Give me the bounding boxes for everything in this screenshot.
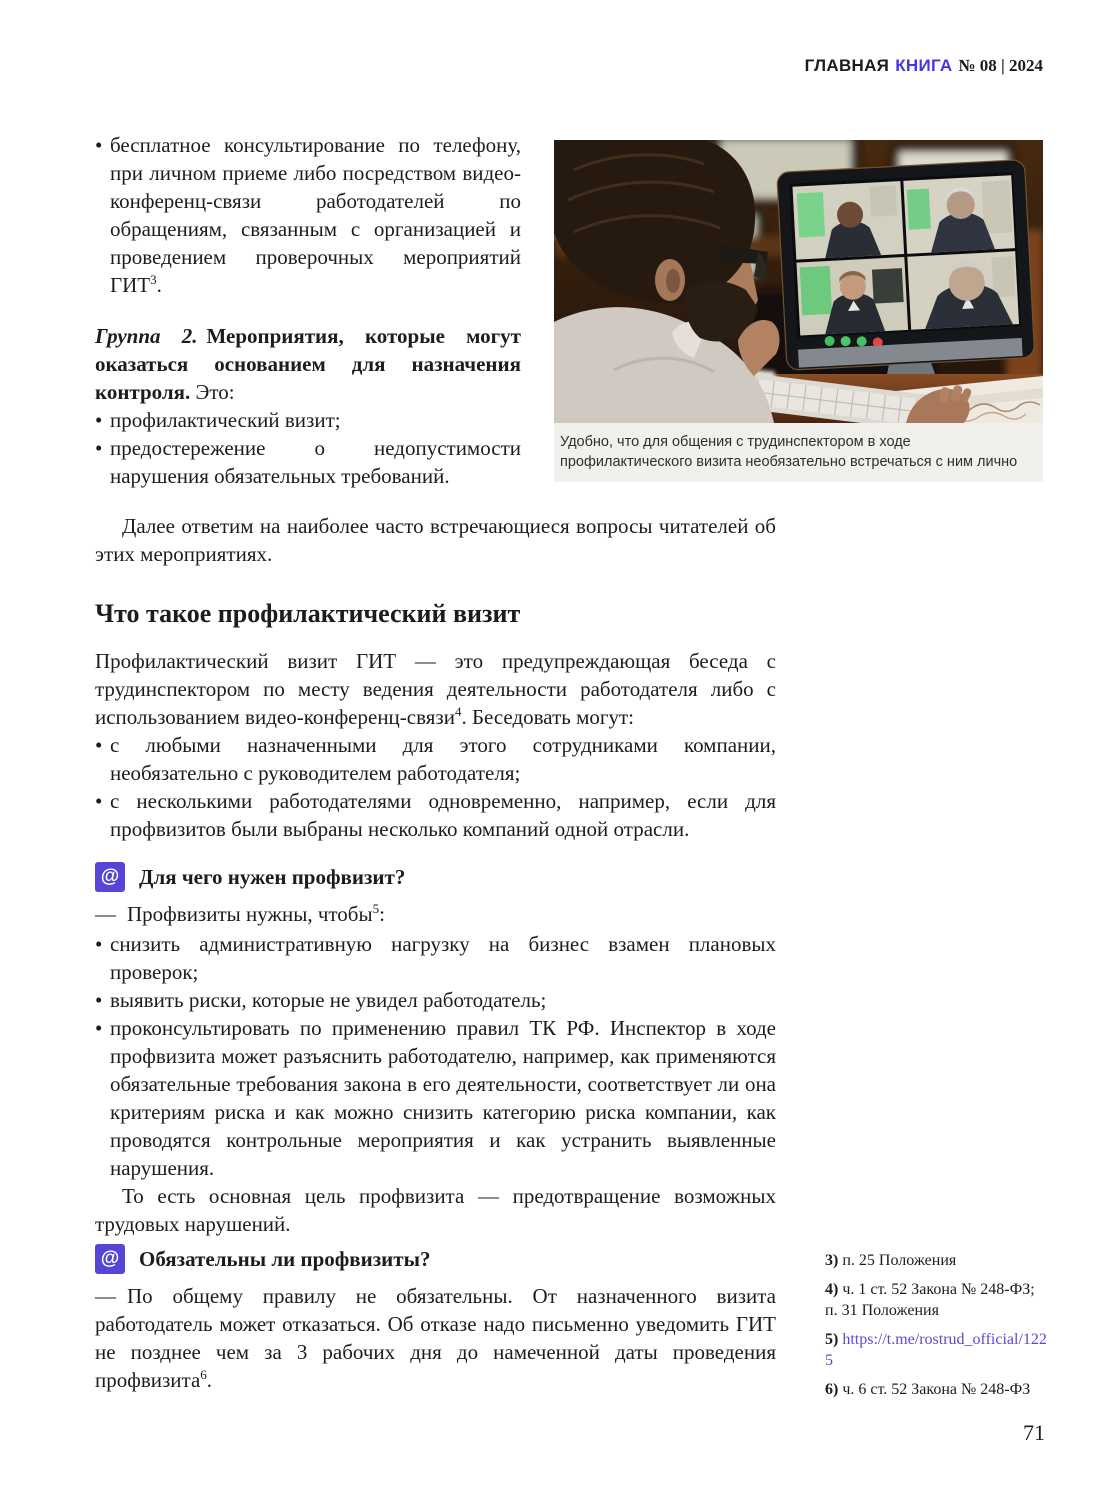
list-item xyxy=(95,1014,776,1182)
answer-lead xyxy=(95,900,776,928)
list-item-text: профилактический визит; xyxy=(110,408,341,432)
paragraph-text: По общему правилу не обязательны. От назначенного визита работодатель может отказаться. Об отказе надо письменно уведомить ГИТ не позднее чем за 3 рабочих дня до намеченной даты проведения профвизита xyxy=(95,1284,776,1392)
participant-tile xyxy=(792,181,904,260)
footnote-ref-6: 6 xyxy=(200,1367,207,1382)
list-item xyxy=(95,434,521,490)
footnote-ref-4: 4 xyxy=(454,704,462,719)
footnote-5 xyxy=(825,1329,1047,1371)
list-item xyxy=(95,731,776,787)
paragraph-text: : xyxy=(379,902,385,926)
footnote-number: 4) xyxy=(825,1281,839,1298)
participant-tile xyxy=(796,257,908,336)
footnote-text: ч. 6 ст. 52 Закона № 248-ФЗ xyxy=(842,1381,1031,1398)
question-title: Обязательны ли профвизиты? xyxy=(139,1247,431,1271)
footnote-number: 3) xyxy=(825,1252,839,1269)
bullet-marker: • xyxy=(95,133,103,157)
question-row xyxy=(95,1244,776,1274)
section-block xyxy=(95,647,776,843)
list-item xyxy=(95,406,521,434)
question-title: Для чего нужен профвизит? xyxy=(139,865,406,889)
section-paragraph xyxy=(95,647,776,731)
footnote-6 xyxy=(825,1379,1047,1400)
issue-number: № 08 | 2024 xyxy=(958,56,1043,75)
group2-paragraph xyxy=(95,322,521,406)
participant-tile xyxy=(903,175,1015,254)
footnote-number: 5) xyxy=(825,1331,839,1348)
answer-bullets xyxy=(95,930,776,1182)
qa-block-2 xyxy=(95,1244,776,1394)
list-item xyxy=(95,986,776,1014)
section-heading: Что такое профилактический визит xyxy=(95,599,521,628)
footnote-4 xyxy=(825,1279,1047,1321)
list-item xyxy=(95,787,776,843)
left-column xyxy=(95,131,521,299)
paragraph-text: . xyxy=(156,273,162,297)
bullet-marker: • xyxy=(95,408,103,432)
at-icon: @ xyxy=(95,862,125,892)
list-item xyxy=(95,930,776,986)
footnote-ref-5: 5 xyxy=(372,901,380,916)
group2-tail: Это: xyxy=(190,380,235,404)
closing-paragraph: То есть основная цель профвизита — предотвращение возможных трудовых нарушений. xyxy=(95,1184,776,1236)
footnote-3 xyxy=(825,1250,1047,1271)
footnote-text: п. 25 Положения xyxy=(842,1252,957,1269)
brand-name-accent: КНИГА xyxy=(895,56,953,75)
list-item-text: проконсультировать по применению правил ТК РФ. Инспектор в ходе профвизита может разъяснить работодателю, например, как применяются обязательные требования закона в его деятельности, соответствует ли она критериям риска и как можно снизить категорию риска компании, как проводятся контрольные мероприятия и как устранить выявленные нарушения. xyxy=(110,1016,776,1180)
bullet-marker: • xyxy=(95,1016,103,1040)
group2-block xyxy=(95,322,521,490)
figure xyxy=(554,140,1043,482)
list-item-text: снизить административную нагрузку на бизнес взамен плановых проверок; xyxy=(110,932,776,984)
figure-caption: Удобно, что для общения с трудинспектором в ходе профилактического визита необязательно встречаться с ним лично xyxy=(554,423,1043,482)
list-item-text: с любыми назначенными для этого сотрудниками компании, необязательно с руководителем работодателя; xyxy=(110,733,776,785)
list-item-text: выявить риски, которые не увидел работодатель; xyxy=(110,988,547,1012)
list-item-text: предостережение о недопустимости нарушения обязательных требований. xyxy=(110,436,521,488)
list-item xyxy=(95,131,521,299)
brand-name: ГЛАВНАЯ xyxy=(804,56,890,75)
list-item-text xyxy=(110,131,521,299)
telegram-link[interactable]: https://t.me/rostrud_official/1225 xyxy=(825,1331,1047,1369)
paragraph-text: . Беседовать могут: xyxy=(461,705,634,729)
group2-title: Мероприятия, которые могут оказаться основанием для назначения контроля. xyxy=(95,324,521,404)
participant-tile xyxy=(907,251,1019,330)
page-number: 71 xyxy=(1023,1420,1045,1445)
footnote-number: 6) xyxy=(825,1381,839,1398)
question-row xyxy=(95,862,776,892)
at-icon: @ xyxy=(95,1244,125,1274)
conference-photo xyxy=(554,140,1043,423)
bullet-marker: • xyxy=(95,932,103,956)
page-header xyxy=(805,56,1043,76)
em-dash: — xyxy=(95,902,116,926)
footnotes xyxy=(825,1250,1047,1408)
paragraph-text: Профилактический визит ГИТ — это предупреждающая беседа с трудинспектором по месту ведения деятельности работодателя либо с использованием видео-конференц-связи xyxy=(95,649,776,729)
intro-paragraph: Далее ответим на наиболее часто встречающиеся вопросы читателей об этих мероприятиях. xyxy=(95,514,776,566)
paragraph-text: Профвизиты нужны, чтобы xyxy=(127,902,373,926)
qa-block-1 xyxy=(95,862,776,1238)
bullet-marker: • xyxy=(95,789,103,813)
footnote-ref-3: 3 xyxy=(150,272,157,287)
paragraph-text: . xyxy=(206,1368,213,1392)
group2-label: Группа 2. xyxy=(95,324,198,348)
em-dash: — xyxy=(95,1284,116,1308)
footnote-text: ч. 1 ст. 52 Закона № 248-ФЗ; п. 31 Положения xyxy=(825,1281,1035,1319)
bullet-marker: • xyxy=(95,988,103,1012)
paragraph-text: бесплатное консультирование по телефону, при личном приеме либо посредством видео-конференц-связи работодателей по обращениям, связанным с организацией и проведением проверочных мероприятий ГИТ xyxy=(110,133,521,297)
list-item-text: с несколькими работодателями одновременно, например, если для профвизитов были выбраны несколько компаний одной отрасли. xyxy=(110,789,776,841)
bullet-marker: • xyxy=(95,436,103,460)
answer-paragraph xyxy=(95,1282,776,1394)
bullet-marker: • xyxy=(95,733,103,757)
